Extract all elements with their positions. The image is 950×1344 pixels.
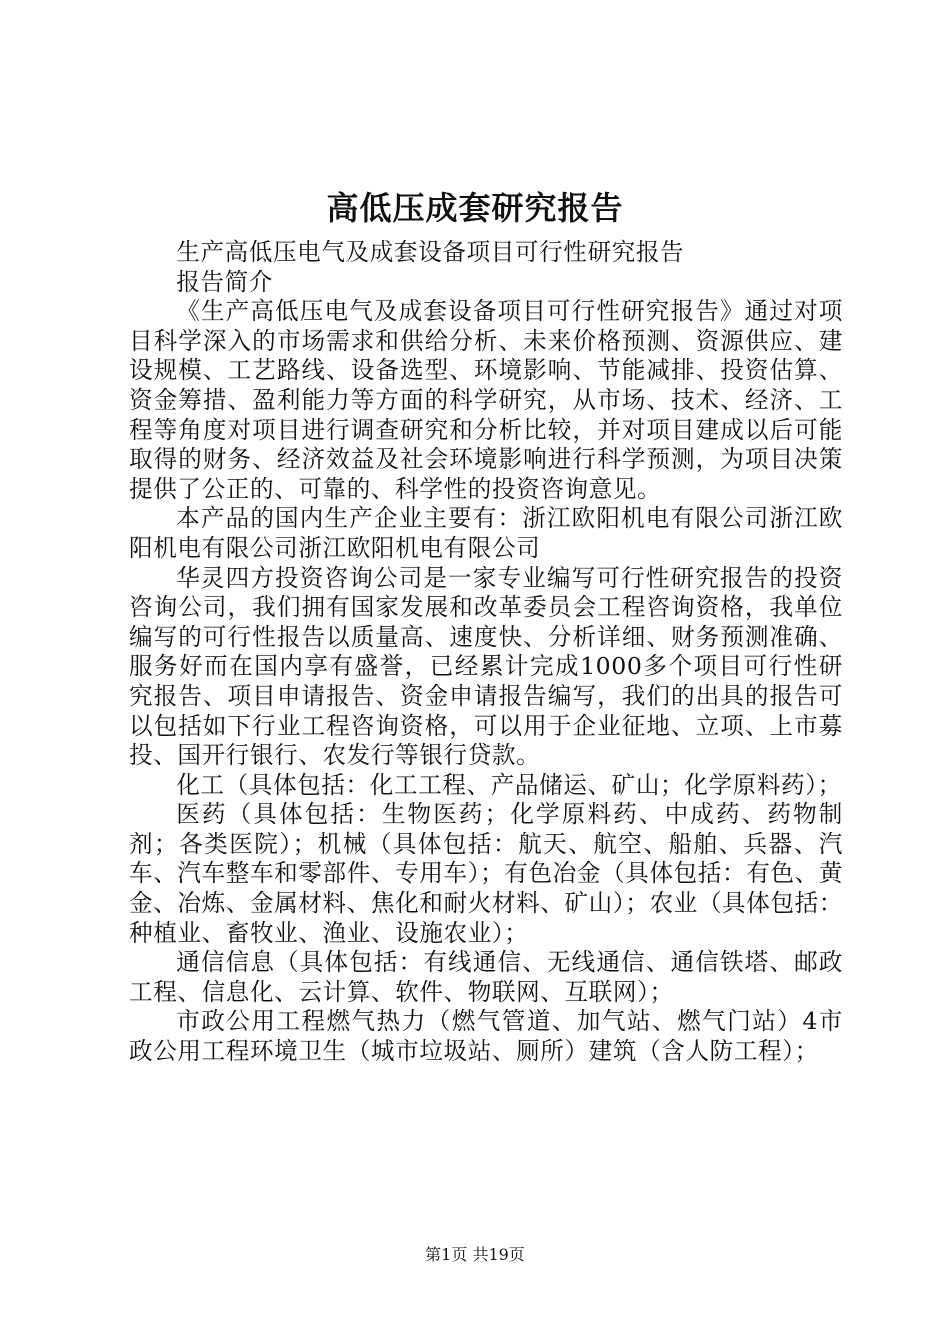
paragraph-company: 华灵四方投资咨询公司是一家专业编写可行性研究报告的投资咨询公司，我们拥有国家发展和改革委员会工程咨询资格，我单位编写的可行性报告以质量高、速度快、分析详细、财务预测准确、服务好而在国内享有盛誉，已经累计完成1000多个项目可行性研究报告、项目申请报告、资金申请报告编写，我们的出具的报告可以包括如下行业工程咨询资格，可以用于企业征地、立项、上市募投、国开行银行、农发行等银行贷款。 [129, 563, 843, 770]
paragraph-intro: 《生产高低压电气及成套设备项目可行性研究报告》通过对项目科学深入的市场需求和供给分析、未来价格预测、资源供应、建设规模、工艺路线、设备选型、环境影响、节能减排、投资估算、资金筹措、盈利能力等方面的科学研究，从市场、技术、经济、工程等角度对项目进行调查研究和分析比较，并对项目建成以后可能取得的财务、经济效益及社会环境影响进行科学预测，为项目决策提供了公正的、可靠的、科学性的投资咨询意见。 [129, 297, 843, 503]
paragraph-heading-intro: 报告简介 [176, 267, 273, 296]
paragraph-telecom: 通信信息（具体包括：有线通信、无线通信、通信铁塔、邮政工程、信息化、云计算、软件、物联网、互联网）； [129, 948, 843, 1006]
paragraph-municipal: 市政公用工程燃气热力（燃气管道、加气站、燃气门站）4市政公用工程环境卫生（城市垃圾站、厕所）建筑（含人防工程）； [129, 1007, 843, 1066]
page-number: 第1页 共19页 [425, 1245, 525, 1264]
paragraph-chemical: 化工（具体包括：化工工程、产品储运、矿山；化学原料药）； [176, 770, 842, 799]
document-title: 高低压成套研究报告 [326, 189, 624, 227]
paragraph-medicine: 医药（具体包括：生物医药；化学原料药、中成药、药物制剂；各类医院）；机械（具体包括：航天、航空、船舶、兵器、汽车、汽车整车和零部件、专用车）；有色冶金（具体包括：有色、黄金、冶炼、金属材料、焦化和耐火材料、矿山）；农业（具体包括：种植业、畜牧业、渔业、设施农业）； [129, 800, 844, 947]
paragraph-subtitle: 生产高低压电气及成套设备项目可行性研究报告 [176, 238, 685, 266]
paragraph-producers: 本产品的国内生产企业主要有：浙江欧阳机电有限公司浙江欧阳机电有限公司浙江欧阳机电有限公司 [129, 504, 843, 562]
document-body [129, 238, 843, 1067]
